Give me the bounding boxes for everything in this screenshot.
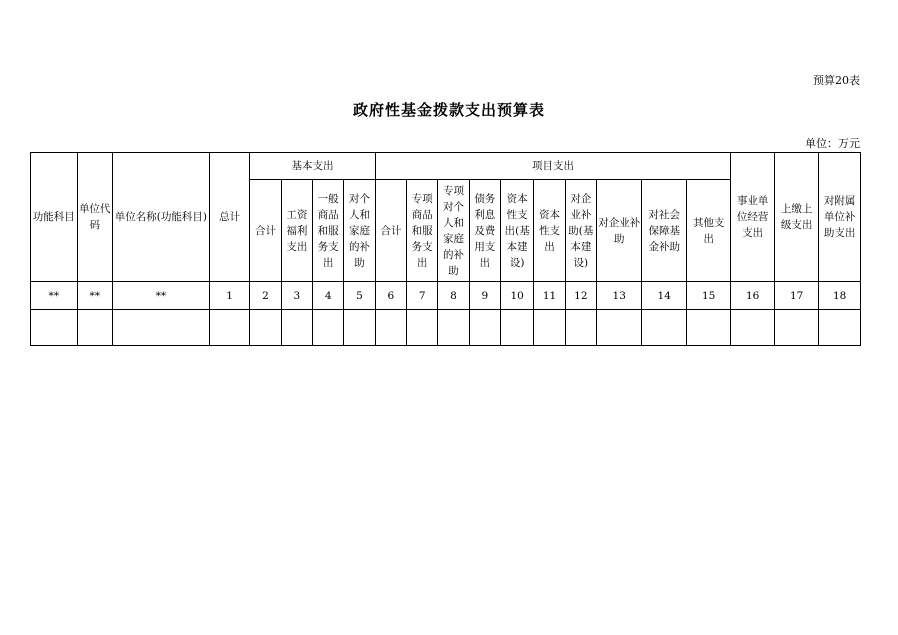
empty-cell bbox=[344, 310, 375, 346]
page-title: 政府性基金拨款支出预算表 bbox=[352, 101, 545, 119]
header-project-goods: 专项商品和服务支出 bbox=[407, 180, 438, 282]
empty-cell bbox=[642, 310, 686, 346]
empty-cell bbox=[534, 310, 565, 346]
empty-cell bbox=[469, 310, 500, 346]
empty-cell bbox=[819, 310, 861, 346]
header-basic-personal: 对个人和家庭的补助 bbox=[344, 180, 375, 282]
number-cell: ** bbox=[112, 282, 209, 310]
header-upper-pay: 上缴上级支出 bbox=[774, 153, 818, 282]
header-basic-goods: 一般商品和服务支出 bbox=[313, 180, 344, 282]
number-cell: 4 bbox=[313, 282, 344, 310]
number-row bbox=[31, 282, 861, 310]
empty-cell bbox=[500, 310, 533, 346]
header-project-enterprise-construction: 对企业补助(基本建设) bbox=[565, 180, 596, 282]
form-number: 预算20表 bbox=[813, 74, 860, 87]
header-basic-total: 合计 bbox=[250, 180, 281, 282]
header-project-capital: 资本性支出 bbox=[534, 180, 565, 282]
header-project-social-security: 对社会保障基金补助 bbox=[642, 180, 686, 282]
empty-cell bbox=[774, 310, 818, 346]
header-project-enterprise: 对企业补助 bbox=[597, 180, 642, 282]
empty-cell bbox=[209, 310, 249, 346]
header-row-group bbox=[31, 153, 861, 180]
empty-cell bbox=[686, 310, 730, 346]
number-cell: 12 bbox=[565, 282, 596, 310]
header-project-total: 合计 bbox=[375, 180, 406, 282]
empty-cell bbox=[313, 310, 344, 346]
empty-cell bbox=[281, 310, 312, 346]
header-total: 总计 bbox=[209, 153, 249, 282]
empty-cell bbox=[375, 310, 406, 346]
number-cell: 17 bbox=[774, 282, 818, 310]
number-cell: 15 bbox=[686, 282, 730, 310]
header-affiliated: 对附属单位补助支出 bbox=[819, 153, 861, 282]
empty-cell bbox=[250, 310, 281, 346]
empty-cell bbox=[597, 310, 642, 346]
number-cell: 8 bbox=[438, 282, 469, 310]
number-cell: ** bbox=[77, 282, 112, 310]
number-cell: 10 bbox=[500, 282, 533, 310]
header-basic-salary: 工资福利支出 bbox=[281, 180, 312, 282]
header-unit-name: 单位名称(功能科目) bbox=[112, 153, 209, 282]
number-cell: 9 bbox=[469, 282, 500, 310]
number-cell: ** bbox=[31, 282, 78, 310]
header-basic-group: 基本支出 bbox=[250, 153, 375, 180]
header-project-personal: 专项对个人和家庭的补助 bbox=[438, 180, 469, 282]
number-cell: 7 bbox=[407, 282, 438, 310]
budget-table bbox=[30, 152, 861, 346]
empty-cell bbox=[438, 310, 469, 346]
number-cell: 6 bbox=[375, 282, 406, 310]
header-business: 事业单位经营支出 bbox=[731, 153, 774, 282]
number-cell: 14 bbox=[642, 282, 686, 310]
number-cell: 18 bbox=[819, 282, 861, 310]
header-project-capital-construction: 资本性支出(基本建设) bbox=[500, 180, 533, 282]
number-cell: 3 bbox=[281, 282, 312, 310]
number-cell: 16 bbox=[731, 282, 774, 310]
number-cell: 11 bbox=[534, 282, 565, 310]
empty-cell bbox=[31, 310, 78, 346]
empty-cell bbox=[565, 310, 596, 346]
header-project-other: 其他支出 bbox=[686, 180, 730, 282]
number-cell: 2 bbox=[250, 282, 281, 310]
empty-cell bbox=[731, 310, 774, 346]
header-project-group: 项目支出 bbox=[375, 153, 731, 180]
empty-cell bbox=[77, 310, 112, 346]
number-cell: 13 bbox=[597, 282, 642, 310]
header-func-subject: 功能科目 bbox=[31, 153, 78, 282]
header-unit-code: 单位代码 bbox=[77, 153, 112, 282]
unit-label: 单位：万元 bbox=[805, 137, 860, 150]
number-cell: 1 bbox=[209, 282, 249, 310]
header-project-debt: 债务利息及费用支出 bbox=[469, 180, 500, 282]
empty-cell bbox=[407, 310, 438, 346]
data-row-empty bbox=[31, 310, 861, 346]
number-cell: 5 bbox=[344, 282, 375, 310]
empty-cell bbox=[112, 310, 209, 346]
